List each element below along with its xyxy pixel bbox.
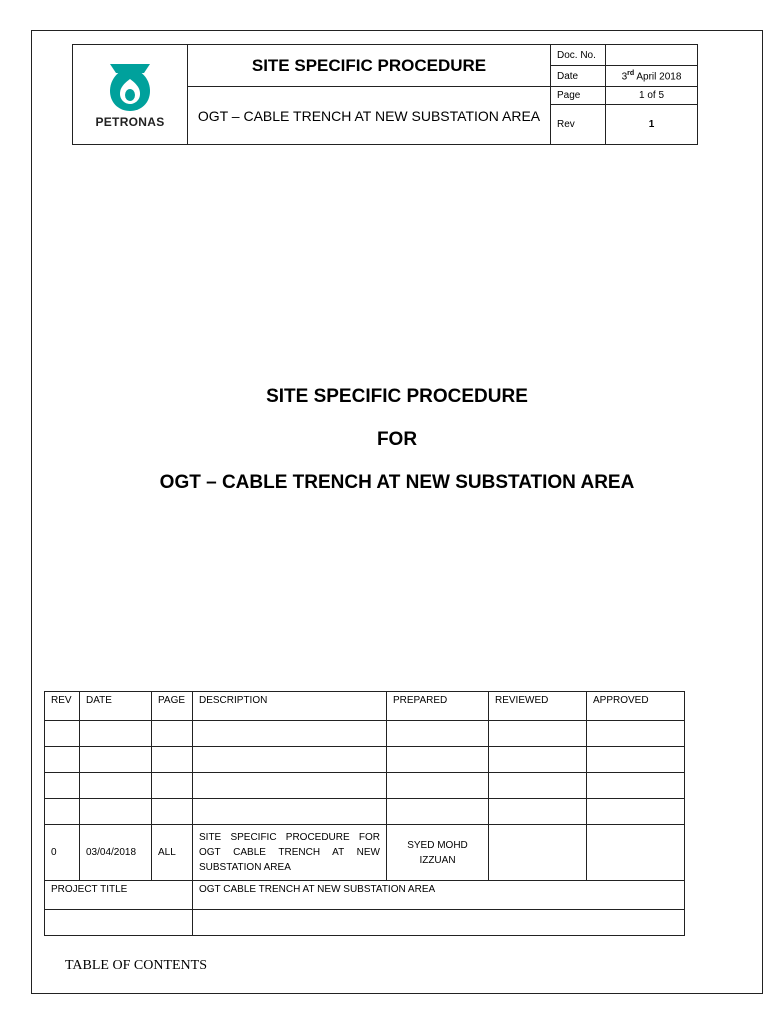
- header-title: SITE SPECIFIC PROCEDURE: [188, 45, 551, 87]
- header-subtitle: OGT – CABLE TRENCH AT NEW SUBSTATION AREA: [188, 87, 551, 145]
- brand-name: PETRONAS: [95, 114, 165, 129]
- date-cell: 03/04/2018: [80, 825, 152, 881]
- document-header: [72, 44, 698, 145]
- main-title-line-3: OGT – CABLE TRENCH AT NEW SUBSTATION AREA: [159, 472, 635, 493]
- column-header: REV: [45, 692, 80, 721]
- doc-no-value: [606, 45, 698, 66]
- table-row: [45, 825, 685, 881]
- column-header: DESCRIPTION: [193, 692, 387, 721]
- reviewed-cell: [489, 825, 587, 881]
- project-title-label: PROJECT TITLE: [45, 881, 193, 910]
- prepared-cell: SYED MOHD IZZUAN: [387, 825, 489, 881]
- column-header: PREPARED: [387, 692, 489, 721]
- description-cell: SITE SPECIFIC PROCEDURE FOR OGT CABLE TRENCH AT NEW SUBSTATION AREA: [193, 825, 387, 881]
- rev-value: 1: [606, 105, 698, 145]
- column-header: APPROVED: [587, 692, 685, 721]
- table-row: [45, 747, 685, 773]
- project-title-row: [45, 881, 685, 910]
- date-label: Date: [551, 66, 606, 87]
- doc-no-label: Doc. No.: [551, 45, 606, 66]
- column-header: PAGE: [152, 692, 193, 721]
- table-row: [45, 799, 685, 825]
- date-value: 3rd April 2018: [606, 66, 698, 87]
- rev-label: Rev: [551, 105, 606, 145]
- table-of-contents-heading: TABLE OF CONTENTS: [65, 958, 207, 973]
- project-title-value: OGT CABLE TRENCH AT NEW SUBSTATION AREA: [193, 881, 685, 910]
- page-cell: ALL: [152, 825, 193, 881]
- main-title-line-1: SITE SPECIFIC PROCEDURE: [266, 386, 528, 407]
- petronas-logo-icon: [102, 61, 158, 113]
- page-value: 1 of 5: [606, 87, 698, 105]
- rev-cell: 0: [45, 825, 80, 881]
- logo-cell: [73, 45, 188, 145]
- approved-cell: [587, 825, 685, 881]
- main-title-line-2: FOR: [376, 429, 418, 450]
- table-row: [45, 721, 685, 747]
- table-row: [45, 773, 685, 799]
- table-header-row: [45, 692, 685, 721]
- revision-table: [44, 691, 685, 936]
- column-header: DATE: [80, 692, 152, 721]
- table-row: [45, 910, 685, 936]
- page-label: Page: [551, 87, 606, 105]
- column-header: REVIEWED: [489, 692, 587, 721]
